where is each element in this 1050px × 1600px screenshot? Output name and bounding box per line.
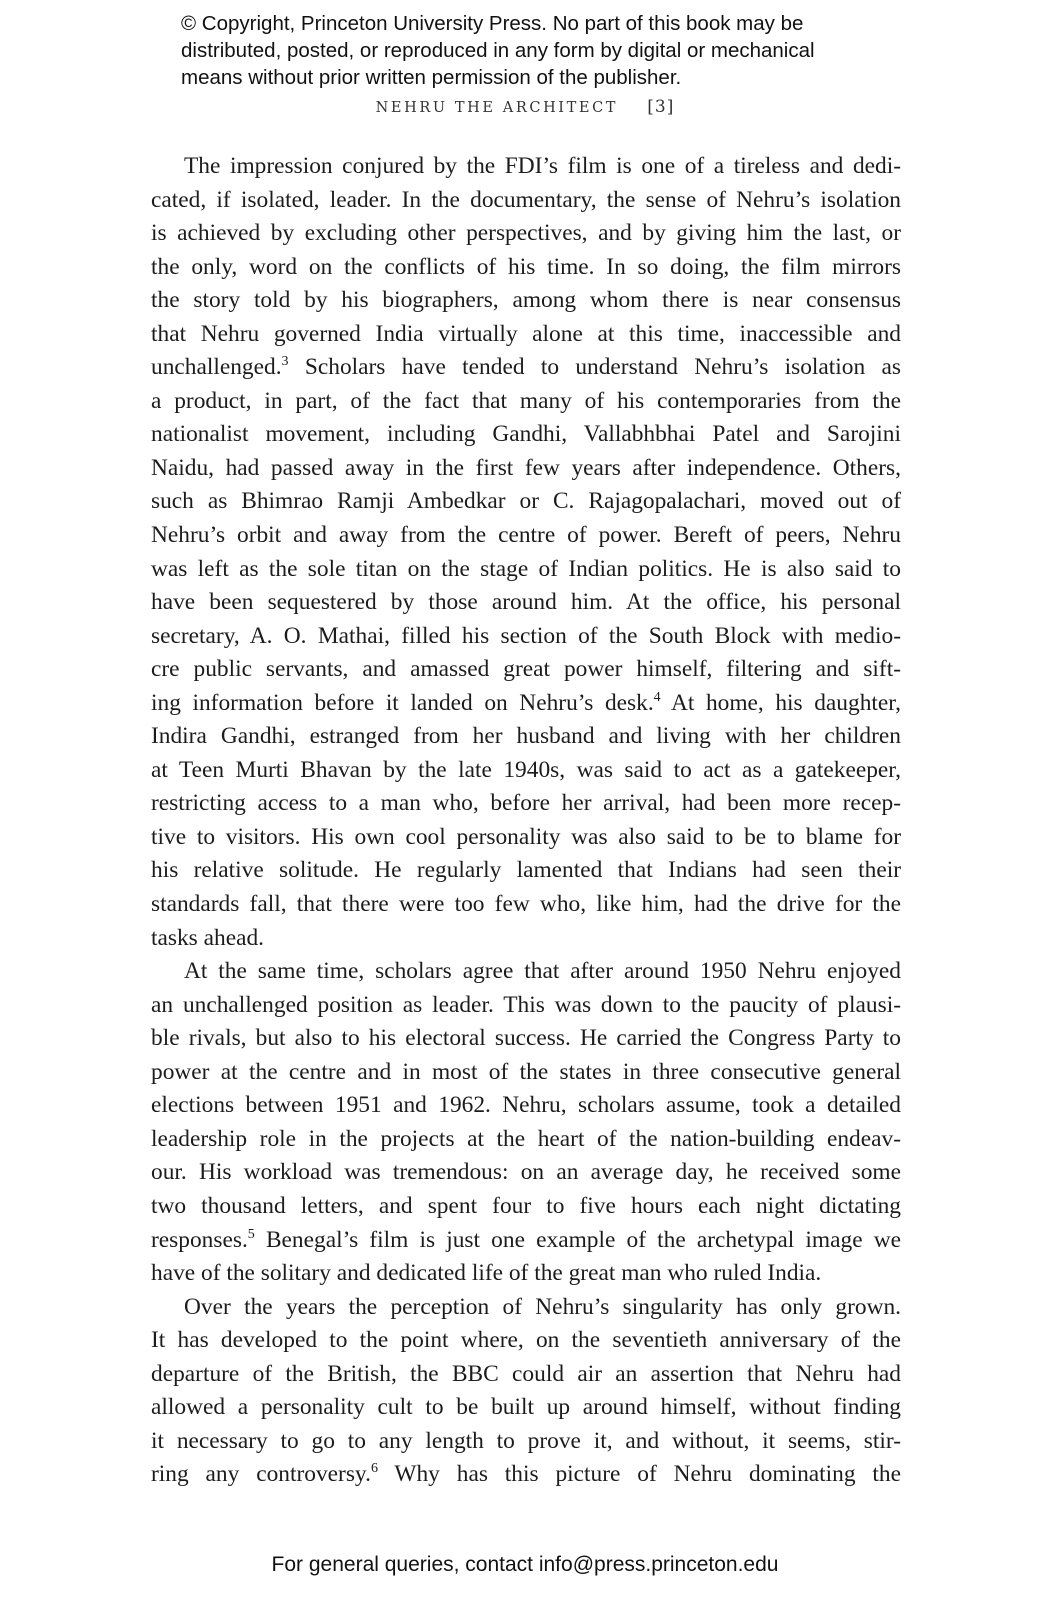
text-line: The impression conjured by the FDI’s film is one of a tireless and dedi- <box>184 153 901 179</box>
text-fragment: unchallenged. <box>151 354 282 381</box>
text-line: elections between 1951 and 1962. Nehru, scholars assume, took a detailed <box>151 1092 901 1119</box>
footer-contact: For general queries, contact info@press.princeton.edu <box>271 1553 779 1576</box>
text-fragment: responses. <box>151 1226 248 1253</box>
text-line: have of the solitary and dedicated life of the great man who ruled India. <box>151 1260 822 1287</box>
text-fragment: ring any controversy. <box>151 1461 371 1488</box>
text-line: two thousand letters, and spent four to five hours each night dictating <box>151 1192 901 1219</box>
text-line: that Nehru governed India virtually alone at this time, inaccessible and <box>151 320 901 347</box>
paragraph <box>151 955 901 1290</box>
text-line: secretary, A. O. Mathai, filled his section of the South Block with medio- <box>151 622 901 649</box>
text-line: is achieved by excluding other perspectives, and by giving him the last, or <box>151 220 901 247</box>
text-line: cated, if isolated, leader. In the documentary, the sense of Nehru’s isolation <box>151 186 901 213</box>
copyright-notice <box>181 10 881 91</box>
text-line: ble rivals, but also to his electoral success. He carried the Congress Party to <box>151 1025 901 1052</box>
text-line: restricting access to a man who, before her arrival, had been more recep- <box>151 790 901 817</box>
text-line: an unchallenged position as leader. This was down to the paucity of plausi- <box>151 991 901 1018</box>
text-line <box>151 687 901 721</box>
text-line: At the same time, scholars agree that after around 1950 Nehru enjoyed <box>184 958 901 985</box>
footnote-ref[interactable]: 5 <box>247 1226 255 1242</box>
copyright-line: means without prior written permission of the publisher. <box>181 66 682 89</box>
text-line: Naidu, had passed away in the first few years after independence. Others, <box>151 454 901 481</box>
text-fragment: ing information before it landed on Nehru’s desk. <box>151 689 654 716</box>
text-line: standards fall, that there were too few who, like him, had the drive for the <box>151 891 901 918</box>
text-fragment: Why has this picture of Nehru dominating the <box>377 1461 901 1488</box>
paragraph <box>151 150 901 955</box>
text-fragment: Scholars have tended to understand Nehru’s isolation as <box>288 354 901 381</box>
text-line: the story told by his biographers, among whom there is near consensus <box>151 287 901 314</box>
running-head <box>0 97 1050 117</box>
text-line <box>151 1458 901 1492</box>
copyright-line: distributed, posted, or reproduced in any form by digital or mechanical <box>181 39 815 62</box>
text-line: tasks ahead. <box>151 924 265 951</box>
text-line: It has developed to the point where, on the seventieth anniversary of the <box>151 1327 901 1354</box>
body-text <box>151 150 901 1492</box>
text-line: tive to visitors. His own cool personality was also said to be to blame for <box>151 823 901 850</box>
running-head-title: NEHRU THE ARCHITECT <box>375 100 619 116</box>
text-line: such as Bhimrao Ramji Ambedkar or C. Rajagopalachari, moved out of <box>151 488 901 515</box>
paragraph <box>151 1291 901 1492</box>
page-number: [3] <box>647 97 675 117</box>
text-line: a product, in part, of the fact that many of his contemporaries from the <box>151 387 901 414</box>
text-line: allowed a personality cult to be built up around himself, without finding <box>151 1394 901 1421</box>
text-line: at Teen Murti Bhavan by the late 1940s, was said to act as a gatekeeper, <box>151 756 901 783</box>
text-line: have been sequestered by those around him. At the office, his personal <box>151 589 901 616</box>
text-line: Over the years the perception of Nehru’s singularity has only grown. <box>184 1293 901 1320</box>
text-line <box>151 351 901 385</box>
text-line: cre public servants, and amassed great power himself, filtering and sift- <box>151 656 901 683</box>
text-fragment: At home, his daughter, <box>660 689 901 716</box>
text-line: his relative solitude. He regularly lamented that Indians had seen their <box>151 857 901 884</box>
text-line: nationalist movement, including Gandhi, Vallabhbhai Patel and Sarojini <box>151 421 901 448</box>
text-line: the only, word on the conflicts of his time. In so doing, the film mirrors <box>151 253 901 280</box>
footnote-ref[interactable]: 4 <box>653 689 661 705</box>
text-line: our. His workload was tremendous: on an average day, he received some <box>151 1159 901 1186</box>
text-fragment: Benegal’s film is just one example of the archetypal image we <box>254 1226 901 1253</box>
text-line: Indira Gandhi, estranged from her husband and living with her children <box>151 723 901 750</box>
text-line: power at the centre and in most of the states in three consecutive general <box>151 1058 901 1085</box>
text-line <box>151 1224 901 1258</box>
text-line: departure of the British, the BBC could air an assertion that Nehru had <box>151 1360 901 1387</box>
text-line: Nehru’s orbit and away from the centre of power. Bereft of peers, Nehru <box>151 522 901 549</box>
copyright-line: © Copyright, Princeton University Press. No part of this book may be <box>181 12 804 35</box>
text-line: it necessary to go to any length to prove it, and without, it seems, stir- <box>151 1427 901 1454</box>
footnote-ref[interactable]: 6 <box>370 1461 378 1477</box>
text-line: was left as the sole titan on the stage of Indian politics. He is also said to <box>151 555 901 582</box>
footnote-ref[interactable]: 3 <box>281 354 289 370</box>
text-line: leadership role in the projects at the heart of the nation-building endeav- <box>151 1125 901 1152</box>
